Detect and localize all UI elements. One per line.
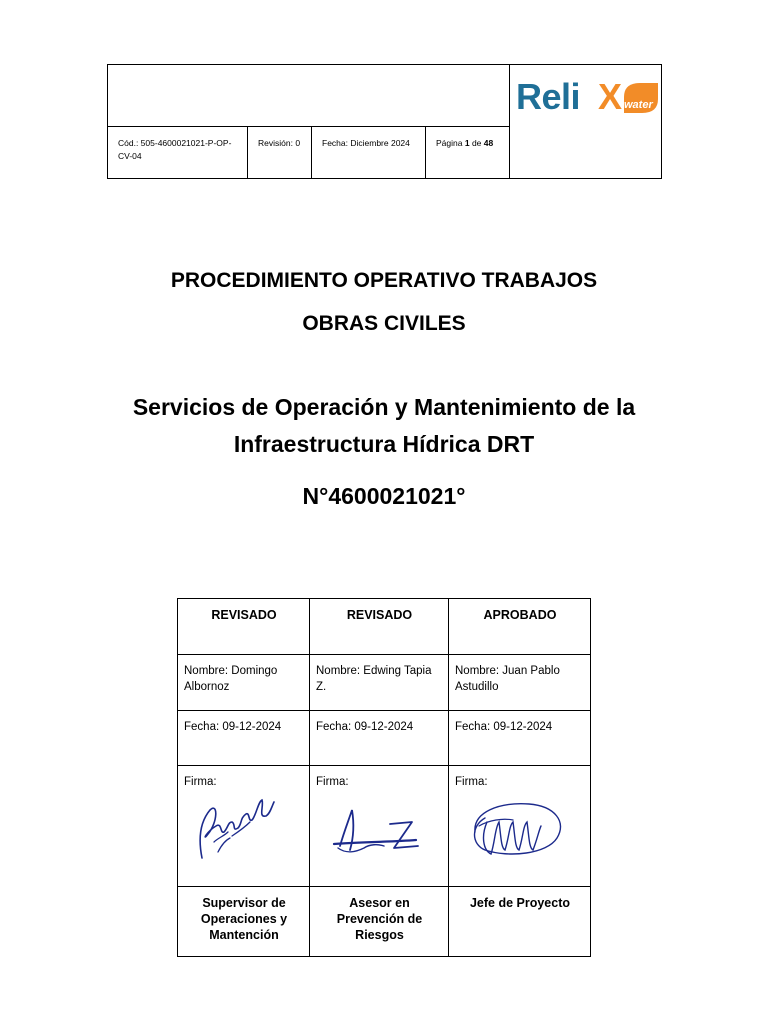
page-number: Página 1 de 48 [436,138,494,148]
header-info-row [108,127,510,178]
approval-date: Fecha: 09-12-2024 [310,711,448,766]
approval-date: Fecha: 09-12-2024 [178,711,309,766]
document-title-line2: OBRAS CIVILES [302,312,466,335]
document-title-line1: PROCEDIMIENTO OPERATIVO TRABAJOS [170,269,598,292]
approval-status-header: REVISADO [310,599,448,655]
approver-name: Nombre: Edwing Tapia Z. [310,655,448,711]
signature-label: Firma: [316,776,349,788]
signature-label: Firma: [184,776,217,788]
approval-column-2 [310,599,449,956]
signature-cell [178,766,309,887]
service-title-line2: Infraestructura Hídrica DRT [233,431,535,457]
approver-role: Jefe de Proyecto [469,896,571,910]
header-blank-cell [108,65,510,127]
document-code: Cód.: 505-4600021021-P-OP-CV-04 [108,127,248,178]
approver-role: Supervisor de Operaciones y Mantención [200,896,288,942]
signature-cell [449,766,590,887]
approver-name: Nombre: Domingo Albornoz [178,655,309,711]
approval-status-header: REVISADO [178,599,309,655]
page-current: 1 [464,138,470,148]
logo-brand-text: Reli [516,76,581,117]
contract-number: N°4600021021° [302,483,466,509]
approval-date: Fecha: 09-12-2024 [449,711,590,766]
approver-name: Nombre: Juan Pablo Astudillo [449,655,590,711]
handwritten-signature [459,792,569,866]
handwritten-signature [320,792,430,862]
signature-label: Firma: [455,776,488,788]
signature-cell [310,766,448,887]
approval-column-1 [178,599,310,956]
approver-role: Asesor en Prevención de Riesgos [336,896,423,942]
handwritten-signature [188,792,278,864]
document-revision: Revisión: 0 [248,127,312,178]
approval-status-header: APROBADO [449,599,590,655]
document-date: Fecha: Diciembre 2024 [312,127,426,178]
service-title-line1: Servicios de Operación y Mantenimiento de la [132,394,636,420]
logo-sub-text: water [624,99,653,111]
relix-water-logo [516,75,656,119]
document-header-table [107,64,662,179]
approval-column-3 [449,599,590,956]
logo-cell [510,65,661,178]
page-total: 48 [483,138,494,148]
logo-brand-x: X [598,76,623,117]
approval-signature-table [177,598,591,957]
